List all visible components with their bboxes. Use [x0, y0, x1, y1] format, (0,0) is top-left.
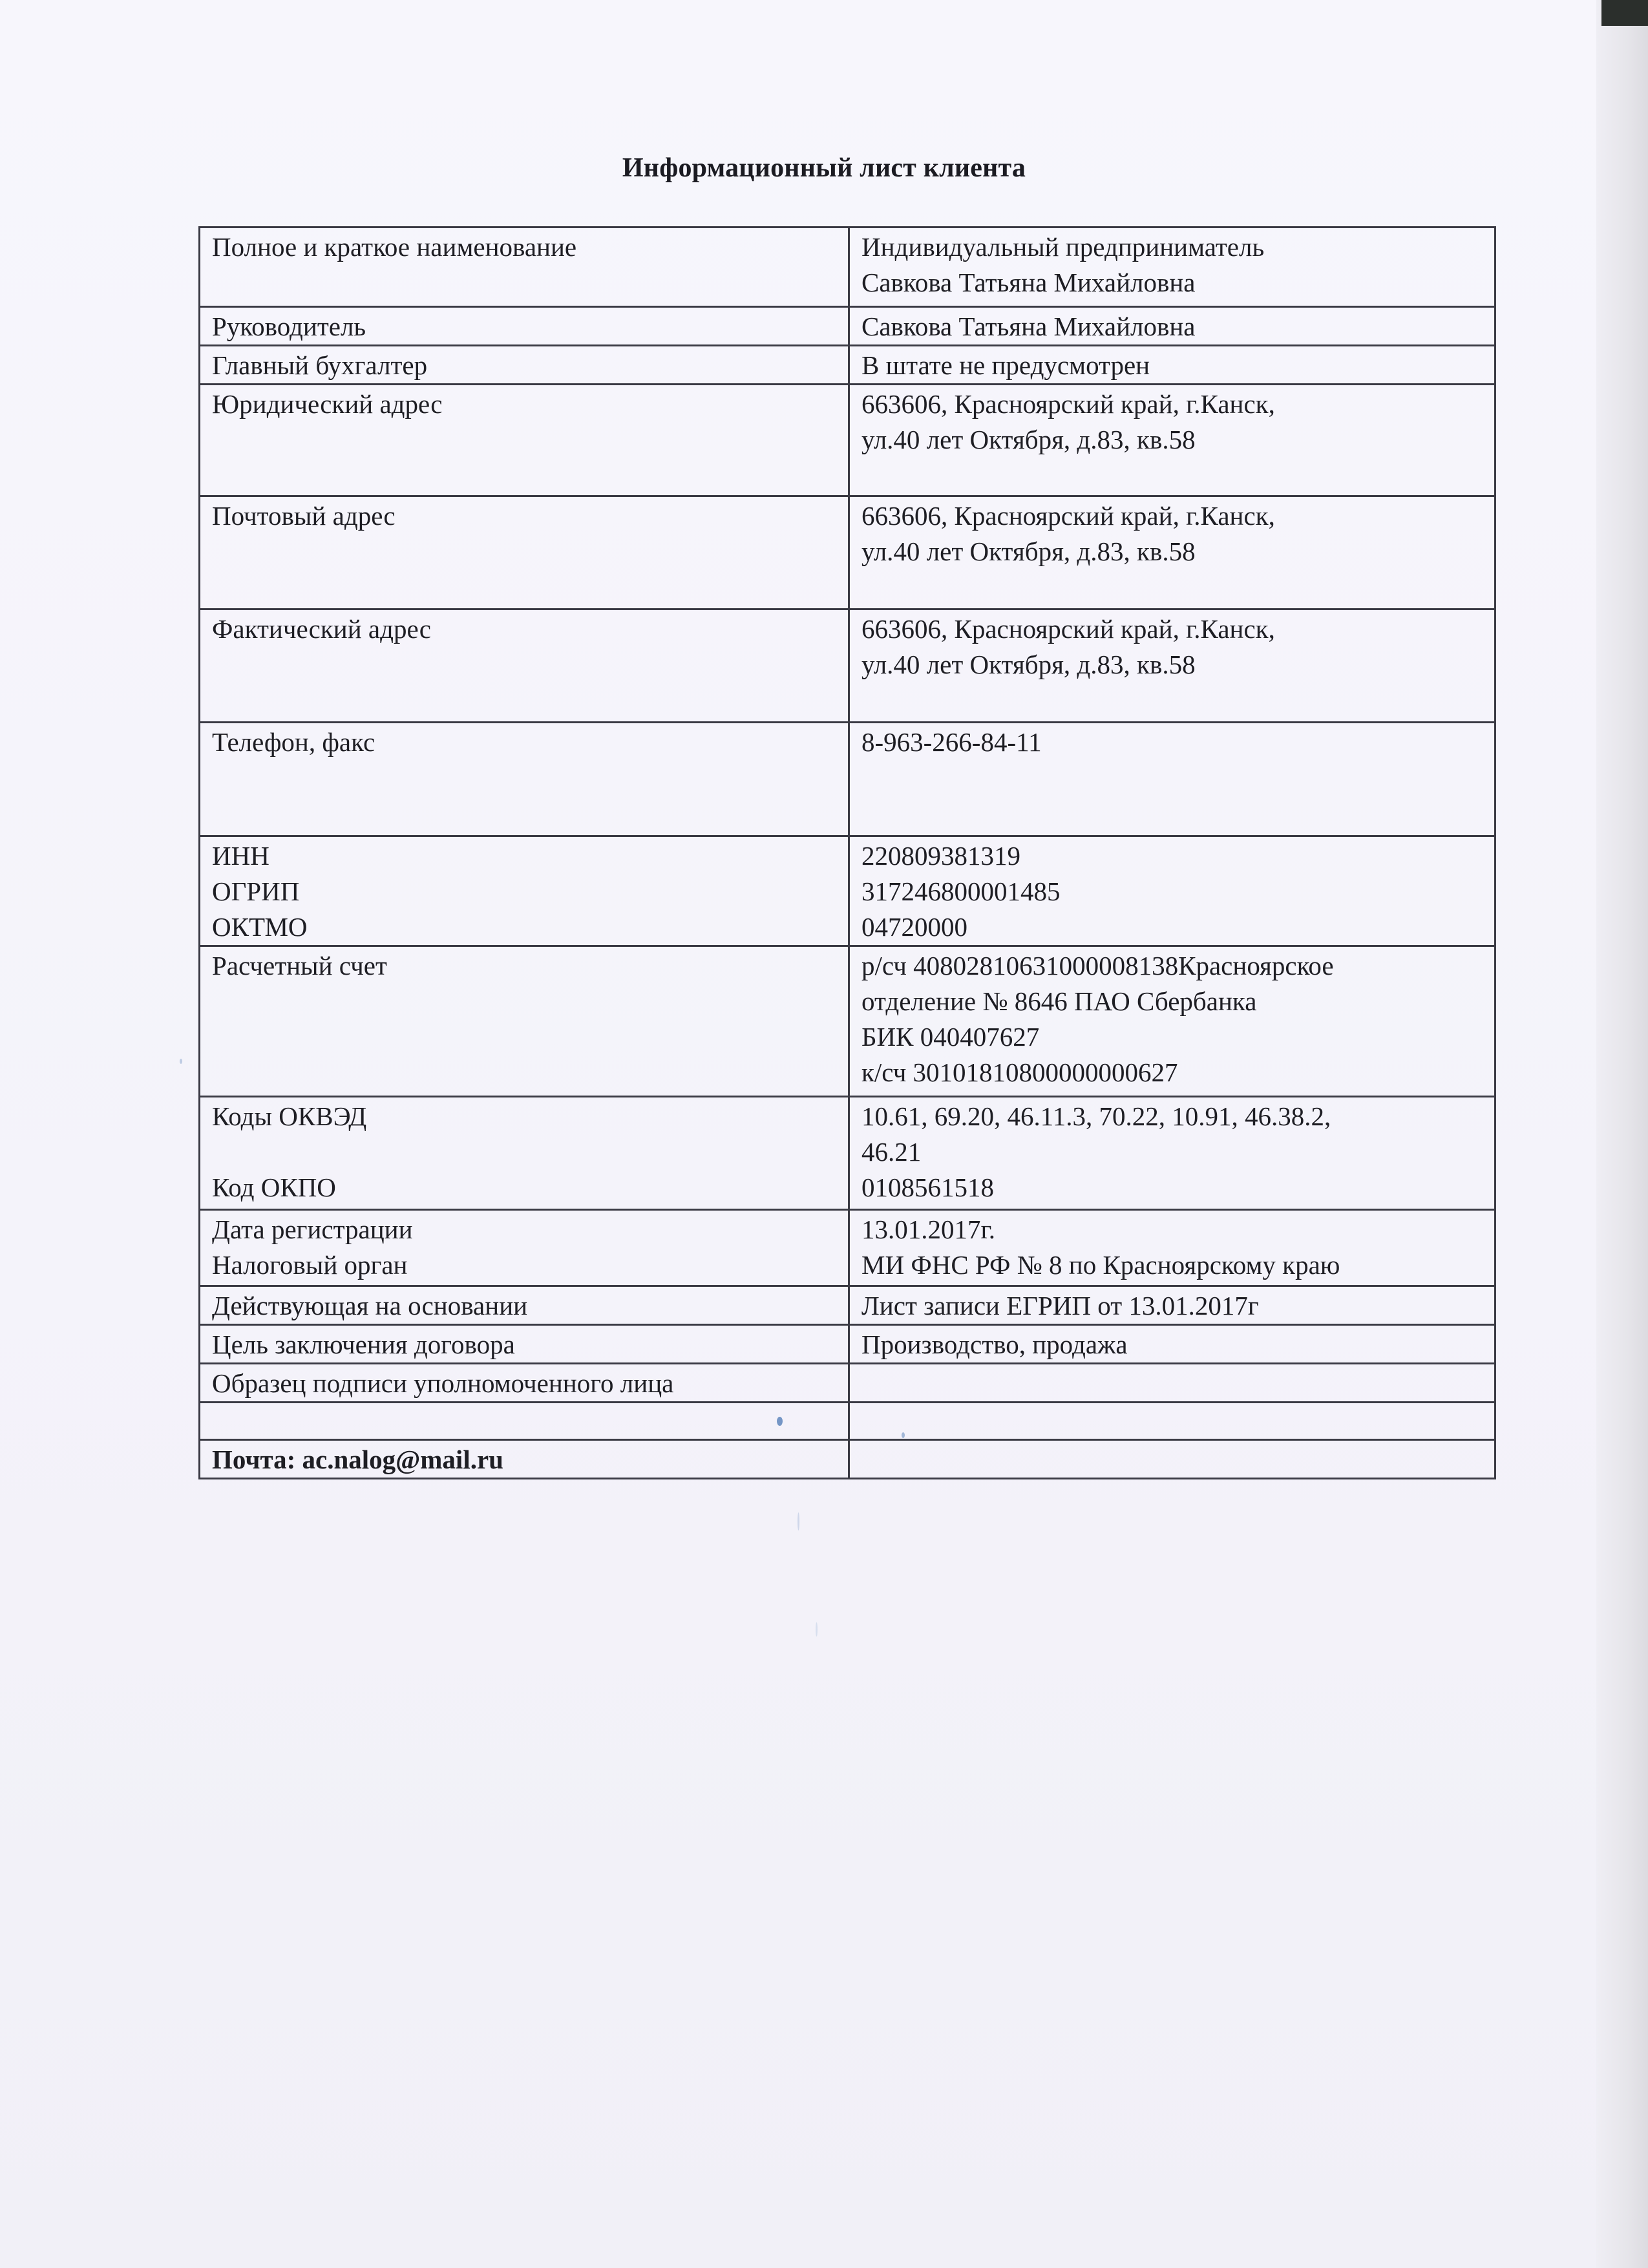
- row-label: Цель заключения договора: [200, 1325, 849, 1364]
- row-value: [849, 1440, 1495, 1479]
- row-value: 8-963-266-84-11: [849, 723, 1495, 836]
- email-label: Почта: ac.nalog@mail.ru: [212, 1445, 503, 1474]
- table-row: [200, 385, 1495, 496]
- row-value: Савкова Татьяна Михайловна: [849, 307, 1495, 346]
- ink-speck: [816, 1622, 818, 1637]
- row-label: Телефон, факс: [200, 723, 849, 836]
- ink-speck: [902, 1432, 905, 1438]
- table-row: [200, 496, 1495, 609]
- table-row: [200, 1097, 1495, 1210]
- row-label: Руководитель: [200, 307, 849, 346]
- row-value: В штате не предусмотрен: [849, 346, 1495, 385]
- row-label: Почтовый адрес: [200, 496, 849, 609]
- table-row: [200, 228, 1495, 307]
- ink-speck: [798, 1512, 799, 1531]
- table-row: [200, 1286, 1495, 1325]
- row-value: 10.61, 69.20, 46.11.3, 70.22, 10.91, 46.38.2, 46.21 0108561518: [849, 1097, 1495, 1210]
- row-label: Коды ОКВЭД Код ОКПО: [200, 1097, 849, 1210]
- row-label: Юридический адрес: [200, 385, 849, 496]
- row-label: Главный бухгалтер: [200, 346, 849, 385]
- table-row: [200, 1210, 1495, 1286]
- row-value: 663606, Красноярский край, г.Канск, ул.40 лет Октября, д.83, кв.58: [849, 609, 1495, 723]
- table-row: [200, 1364, 1495, 1403]
- client-info-table: [198, 226, 1496, 1479]
- document-title: Информационный лист клиента: [622, 153, 1026, 183]
- row-label: Расчетный счет: [200, 946, 849, 1097]
- table-row: [200, 346, 1495, 385]
- row-value: 220809381319 317246800001485 04720000: [849, 836, 1495, 946]
- table-row: [200, 1440, 1495, 1479]
- row-label: Полное и краткое наименование: [200, 228, 849, 307]
- row-value: 13.01.2017г. МИ ФНС РФ № 8 по Красноярскому краю: [849, 1210, 1495, 1286]
- table-row: [200, 1325, 1495, 1364]
- row-value: 663606, Красноярский край, г.Канск, ул.40 лет Октября, д.83, кв.58: [849, 385, 1495, 496]
- row-value: Лист записи ЕГРИП от 13.01.2017г: [849, 1286, 1495, 1325]
- row-value: р/сч 40802810631000008138Красноярское отделение № 8646 ПАО Сбербанка БИК 040407627 к/сч 30101810800000000627: [849, 946, 1495, 1097]
- row-value: Индивидуальный предприниматель Савкова Татьяна Михайловна: [849, 228, 1495, 307]
- table-row: [200, 723, 1495, 836]
- table-row: [200, 946, 1495, 1097]
- row-label: [200, 1440, 849, 1479]
- row-label: Дата регистрации Налоговый орган: [200, 1210, 849, 1286]
- row-label: [200, 1403, 849, 1440]
- row-value: [849, 1364, 1495, 1403]
- row-value: 663606, Красноярский край, г.Канск, ул.40 лет Октября, д.83, кв.58: [849, 496, 1495, 609]
- table-row: [200, 836, 1495, 946]
- ink-speck: [180, 1059, 182, 1064]
- row-value: Производство, продажа: [849, 1325, 1495, 1364]
- row-label: Образец подписи уполномоченного лица: [200, 1364, 849, 1403]
- row-value: [849, 1403, 1495, 1440]
- row-label: Фактический адрес: [200, 609, 849, 723]
- table-row: [200, 609, 1495, 723]
- table-row: [200, 1403, 1495, 1440]
- row-label: Действующая на основании: [200, 1286, 849, 1325]
- ink-speck: [777, 1417, 783, 1426]
- scan-edge: [1596, 0, 1648, 2268]
- scan-corner: [1601, 0, 1648, 26]
- table-row: [200, 307, 1495, 346]
- row-label: ИНН ОГРИП ОКТМО: [200, 836, 849, 946]
